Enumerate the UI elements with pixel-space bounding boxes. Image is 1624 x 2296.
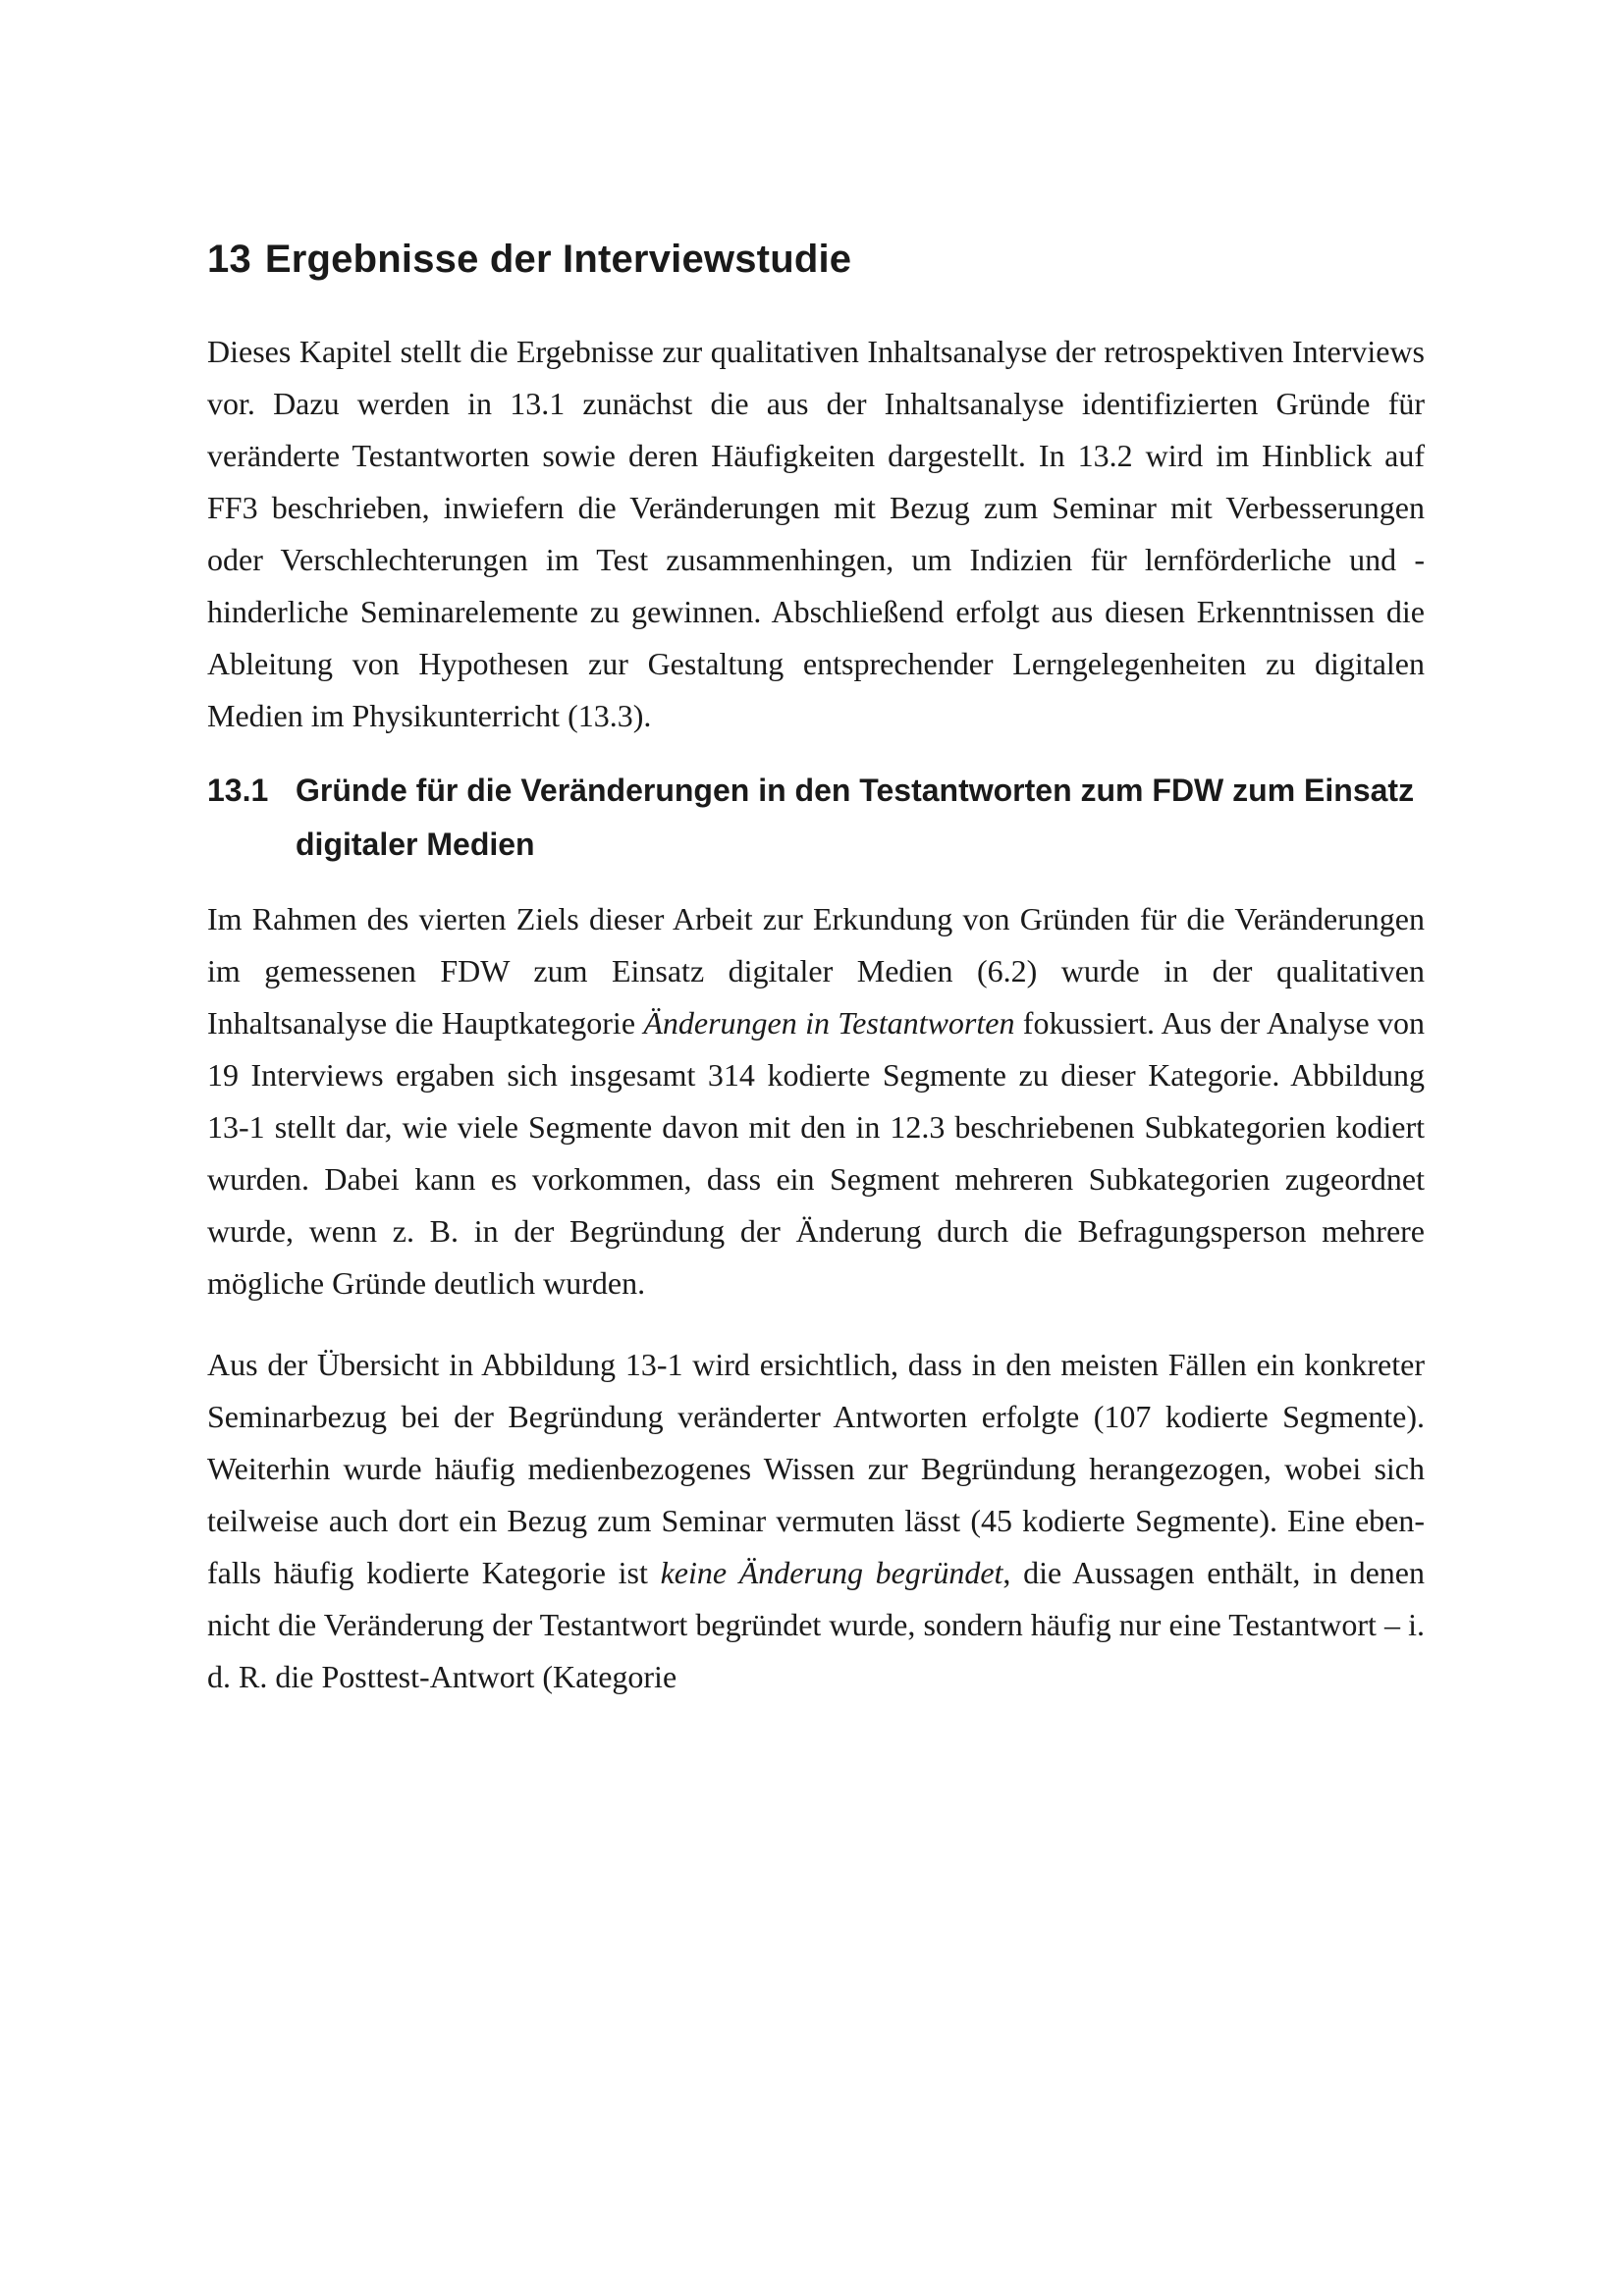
section-title: Gründe für die Veränderungen in den Testantworten zum FDW zum Einsatz digitaler Medien [296, 773, 1415, 862]
intro-paragraph: Dieses Kapitel stellt die Ergebnisse zur qualitativen Inhaltsanalyse der retrospektiven Interviews vor. Dazu werden in 13.1 zunächst die aus der Inhaltsanalyse identifizierten Gründe für veränderte Testantworten sowie deren Häufigkeiten dargestellt. In 13.2 wird im Hinblick auf FF3 beschrieben, inwiefern die Veränderungen mit Bezug zum Seminar mit Verbesserungen oder Verschlechterungen im Test zusammenhingen, um Indizien für lernförderliche und -hinderliche Seminarelemente zu gewinnen. Abschließend erfolgt aus diesen Erkenntnissen die Ableitung von Hypothesen zur Gestaltung entsprechender Lerngelegenheiten zu digitalen Medien im Physikunterricht (13.3). [207, 334, 1425, 733]
body-paragraph-2 [207, 1339, 1425, 1703]
chapter-heading [207, 236, 1425, 283]
paragraph-text: , die Aussagen enthält, in denen nicht die Veränderung der Testantwort begründet wurde, sondern häufig nur eine Testantwort – i. d. R. die Posttest-Antwort (Kategorie [207, 1555, 1426, 1694]
section-number: 13.1 [207, 773, 269, 808]
paragraph-text: fokussiert. Aus der Analyse von 19 Interviews ergaben sich insgesamt 314 kodierte Segmente zu dieser Kategorie. Abbildung 13-1 stellt dar, wie viele Segmente davon mit den in 12.3 beschriebenen Subkategorien kodiert wurden. Dabei kann es vorkommen, dass ein Segment mehreren Subkategorien zugeordnet wurde, wenn z. B. in der Begründung der Änderung durch die Befragungsperson mehrere mögliche Gründe deutlich wurden. [207, 1005, 1426, 1301]
body-paragraph-1 [207, 893, 1425, 1309]
category-name-italic: Änderungen in Testantworten [643, 1005, 1015, 1041]
category-name-italic: keine Änderung begründet [660, 1555, 1003, 1590]
chapter-number: 13 [207, 238, 251, 281]
section-heading [207, 764, 1425, 872]
chapter-title: Ergebnisse der Interviewstudie [264, 238, 852, 281]
document-page [207, 236, 1425, 1703]
paragraph-text: Aus der Übersicht in Abbildung 13-1 wird ersichtlich, dass in den meisten Fällen ein konkreter Seminarbezug bei der Begründung veränderter Antworten erfolgte (107 kodierte Segmente). Weiterhin wurde häufig medienbezogenes Wissen zur Begründung herangezogen, wobei sich teilweise auch dort ein Bezug zum Seminar vermuten lässt (45 kodierte Segmente). Eine ebenfalls häufig kodierte Kategorie ist [207, 1347, 1425, 1590]
paragraph-text: Im Rahmen des vierten Ziels dieser Arbeit zur Erkundung von Gründen für die Veränderungen im gemessenen FDW zum Einsatz digitaler Medien (6.2) wurde in der qualitativen Inhaltsanalyse die Hauptkategorie [207, 901, 1425, 1041]
